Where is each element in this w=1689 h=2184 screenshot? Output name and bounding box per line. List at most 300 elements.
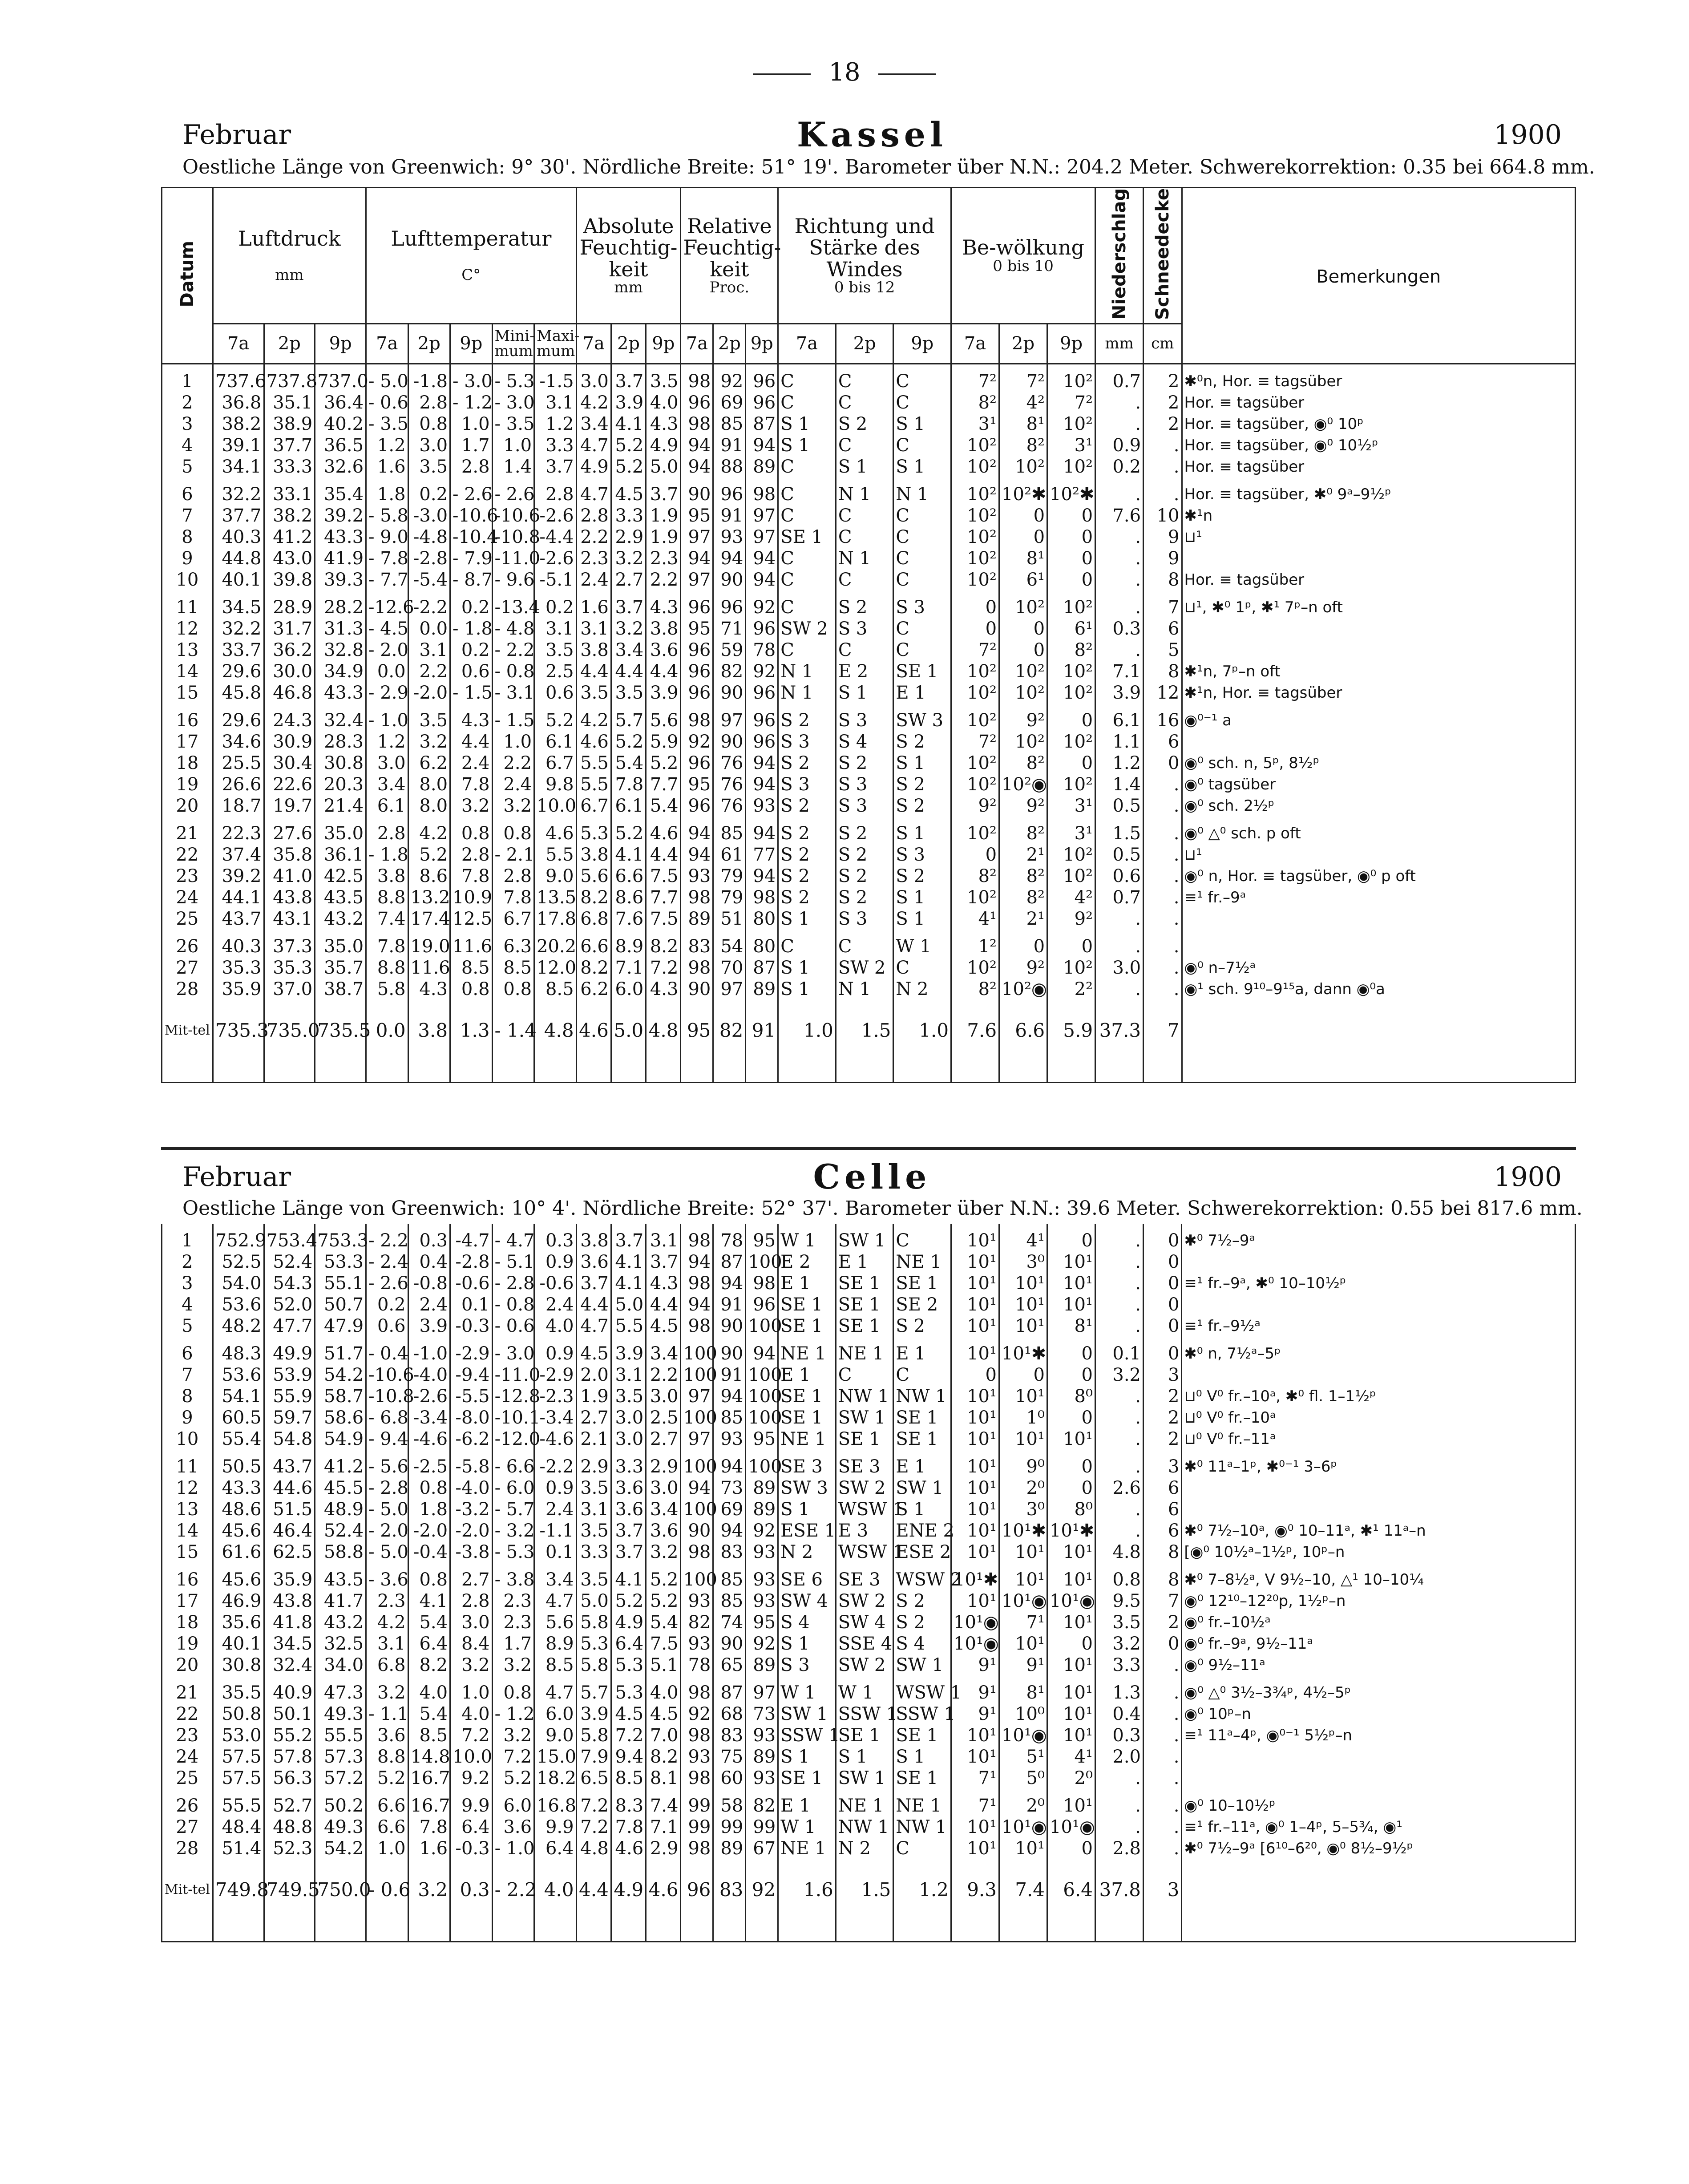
cell: 7.2 (576, 1795, 611, 1816)
cell: 3.2 (646, 1541, 681, 1563)
cell: 57.3 (315, 1746, 366, 1767)
cell: 35.4 (315, 484, 366, 505)
cell: 50.5 (213, 1456, 264, 1477)
cell: 10¹◉ (951, 1612, 999, 1633)
cell: 43.1 (264, 908, 315, 930)
cell: 82 (713, 661, 746, 682)
cell: SE 1 (893, 661, 951, 682)
cell: E 1 (893, 1456, 951, 1477)
cell: S 1 (893, 1746, 951, 1767)
cell: S 4 (893, 1633, 951, 1654)
table-row (162, 1612, 1576, 1633)
table-row (162, 1746, 1576, 1767)
cell: -0.8 (408, 1273, 450, 1294)
cell: 6.6 (576, 936, 611, 957)
cell: 3.7 (576, 1273, 611, 1294)
cell: 0 (1047, 710, 1095, 731)
cell: SW 1 (893, 1654, 951, 1676)
cell: 98 (681, 1682, 713, 1703)
cell: 8 (1144, 1569, 1182, 1590)
cell: 0.8 (492, 823, 534, 844)
cell: 100 (681, 1407, 713, 1428)
cell: 87 (746, 413, 778, 435)
cell: - 6.0 (492, 1477, 534, 1499)
cell: 16.7 (408, 1795, 450, 1816)
cell: -13.4 (492, 597, 534, 618)
cell: 94 (746, 823, 778, 844)
cell: 56.3 (264, 1767, 315, 1789)
cell: 7.8 (366, 936, 408, 957)
cell: 4.4 (576, 661, 611, 682)
cell: C (893, 435, 951, 456)
cell: 4.4 (450, 731, 493, 752)
mittel-cell: - 2.2 (492, 1865, 534, 1914)
cell: SE 1 (836, 1725, 893, 1746)
cell: 7.7 (646, 887, 681, 908)
cell: 2 (1144, 413, 1182, 435)
cell: 0 (951, 597, 999, 618)
mittel-cell (1182, 1006, 1576, 1055)
cell: SE 1 (893, 1725, 951, 1746)
cell: 35.9 (213, 979, 264, 1000)
cell: S 1 (836, 456, 893, 477)
cell: 76 (713, 774, 746, 795)
cell: 4.3 (646, 1273, 681, 1294)
cell: 8.5 (611, 1767, 646, 1789)
cell: 1.2 (1095, 752, 1144, 774)
cell: 36.4 (315, 392, 366, 413)
cell: 53.3 (315, 1251, 366, 1273)
cell: E 2 (836, 661, 893, 682)
cell: - 5.0 (366, 371, 408, 392)
cell (1182, 639, 1576, 661)
col-time: 7a (681, 324, 713, 364)
cell: 96 (746, 371, 778, 392)
cell: 10² (999, 682, 1047, 704)
cell: 10¹ (1047, 1654, 1095, 1676)
cell: 50.1 (264, 1703, 315, 1725)
table-row (162, 435, 1576, 456)
cell: 92 (746, 1633, 778, 1654)
cell: 3.2 (492, 1725, 534, 1746)
cell: SW 4 (836, 1612, 893, 1633)
cell: 2.2 (646, 1364, 681, 1386)
cell: 4.5 (611, 1703, 646, 1725)
cell: 1.0 (492, 435, 534, 456)
cell: C (778, 639, 836, 661)
cell: S 2 (778, 710, 836, 731)
col-time: 2p (264, 324, 315, 364)
cell: 5.0 (611, 1294, 646, 1315)
cell: S 1 (778, 979, 836, 1000)
mittel-cell: 91 (746, 1006, 778, 1055)
cell: - 1.2 (450, 392, 493, 413)
cell: 21 (162, 823, 213, 844)
cell: 92 (681, 1703, 713, 1725)
cell: ◉⁰ n, Hor. ≡ tagsüber, ◉⁰ p oft (1182, 866, 1576, 887)
cell: 3.6 (646, 1520, 681, 1541)
cell: -10.6 (492, 505, 534, 526)
cell: SE 1 (836, 1428, 893, 1450)
cell: 3.0 (408, 435, 450, 456)
cell: 2.2 (576, 526, 611, 548)
cell: 2.4 (534, 1294, 577, 1315)
cell: 0.4 (408, 1251, 450, 1273)
cell: 83 (713, 1541, 746, 1563)
cell: 40.9 (264, 1682, 315, 1703)
cell: . (1144, 1654, 1182, 1676)
cell: 14 (162, 661, 213, 682)
cell: - 5.8 (366, 505, 408, 526)
cell: S 2 (893, 1590, 951, 1612)
cell: 100 (746, 1315, 778, 1337)
cell: 42.5 (315, 866, 366, 887)
cell: 7.2 (611, 1725, 646, 1746)
col-luftdruck: Luftdruck mm (213, 188, 366, 324)
cell: 3.9 (611, 1343, 646, 1364)
cell: 3.1 (408, 639, 450, 661)
cell: 10² (951, 752, 999, 774)
cell: ◉⁰ 10–10½ᵖ (1182, 1795, 1576, 1816)
cell: 4.9 (611, 1612, 646, 1633)
cell: 27 (162, 957, 213, 979)
cell: 3.3 (576, 1541, 611, 1563)
cell: 43.3 (315, 526, 366, 548)
cell: 10¹◉ (1047, 1590, 1095, 1612)
cell: - 1.2 (492, 1703, 534, 1725)
cell: 39.3 (315, 569, 366, 590)
cell: 54.8 (264, 1428, 315, 1450)
cell: 9² (951, 795, 999, 817)
cell: 95 (681, 505, 713, 526)
cell: - 0.8 (492, 1294, 534, 1315)
mittel-cell: 82 (713, 1006, 746, 1055)
cell: - 3.2 (492, 1520, 534, 1541)
cell: 5.2 (408, 844, 450, 866)
cell: 10¹ (951, 1251, 999, 1273)
cell: 1.8 (366, 484, 408, 505)
cell: 98 (681, 413, 713, 435)
cell: S 3 (836, 710, 893, 731)
cell: 4.8 (576, 1838, 611, 1859)
cell: 31.7 (264, 618, 315, 639)
cell: 40.1 (213, 569, 264, 590)
cell (1182, 1294, 1576, 1315)
cell: 0.2 (534, 597, 577, 618)
mittel-cell (1182, 1865, 1576, 1914)
cell: 7.2 (646, 957, 681, 979)
cell: 10¹ (951, 1230, 999, 1251)
cell: 737.0 (315, 371, 366, 392)
cell: . (1095, 1294, 1144, 1315)
cell: 3.2 (492, 795, 534, 817)
cell: . (1144, 1703, 1182, 1725)
cell (1182, 731, 1576, 752)
cell: 8² (999, 435, 1047, 456)
cell: - 3.0 (450, 371, 493, 392)
cell: 97 (681, 1386, 713, 1407)
cell: - 2.9 (366, 682, 408, 704)
cell: 26 (162, 936, 213, 957)
cell: SSW 1 (778, 1725, 836, 1746)
cell: 98 (681, 371, 713, 392)
cell: 10¹ (951, 1477, 999, 1499)
cell: 89 (746, 1477, 778, 1499)
cell: 10¹ (1047, 1273, 1095, 1294)
year-label: 1900 (1494, 119, 1562, 150)
table-row (162, 936, 1576, 957)
cell: 1 (162, 1230, 213, 1251)
cell: - 1.8 (450, 618, 493, 639)
cell: 80 (746, 936, 778, 957)
cell: 58.8 (315, 1541, 366, 1563)
cell: 14.8 (408, 1746, 450, 1767)
cell: 29.6 (213, 661, 264, 682)
table-row (162, 1273, 1576, 1294)
cell: 41.9 (315, 548, 366, 569)
cell: 60.5 (213, 1407, 264, 1428)
cell: -12.0 (492, 1428, 534, 1450)
cell: 38.2 (213, 413, 264, 435)
cell: 3.0 (450, 1612, 493, 1633)
cell: 93 (746, 1590, 778, 1612)
cell: 10¹ (951, 1838, 999, 1859)
cell: SE 1 (778, 1407, 836, 1428)
cell: 10² (1047, 731, 1095, 752)
cell: -3.4 (408, 1407, 450, 1428)
cell: 50.8 (213, 1703, 264, 1725)
cell: 46.9 (213, 1590, 264, 1612)
col-schnee: Schneedecke (1144, 188, 1182, 324)
cell: 9² (999, 957, 1047, 979)
cell: 3.5 (576, 1520, 611, 1541)
cell: 7¹ (951, 1795, 999, 1816)
cell: 83 (681, 936, 713, 957)
cell: ◉⁰ tagsüber (1182, 774, 1576, 795)
cell: 10¹✱ (1047, 1520, 1095, 1541)
cell: 753.3 (315, 1230, 366, 1251)
cell: 10¹◉ (951, 1633, 999, 1654)
cell: 4.5 (576, 1343, 611, 1364)
cell: SE 1 (836, 1294, 893, 1315)
cell: 82 (681, 1612, 713, 1633)
cell: C (893, 1364, 951, 1386)
cell: 82 (746, 1795, 778, 1816)
cell: 12.5 (450, 908, 493, 930)
cell: 0.2 (366, 1294, 408, 1315)
cell: . (1144, 1816, 1182, 1838)
cell: 96 (746, 731, 778, 752)
cell: 7.8 (611, 1816, 646, 1838)
cell: 0 (1047, 1230, 1095, 1251)
cell: 8¹ (1047, 1315, 1095, 1337)
cell: 7¹ (951, 1767, 999, 1789)
cell (1182, 1746, 1576, 1767)
table-row (162, 710, 1576, 731)
cell: 6.2 (576, 979, 611, 1000)
cell: 2 (162, 392, 213, 413)
cell: Hor. ≡ tagsüber, ◉⁰ 10½ᵖ (1182, 435, 1576, 456)
table-row (162, 957, 1576, 979)
cell: 6.1 (611, 795, 646, 817)
cell: 3.2 (492, 1654, 534, 1676)
cell: 11 (162, 1456, 213, 1477)
cell: 8.5 (534, 979, 577, 1000)
cell: 34.9 (315, 661, 366, 682)
cell: 32.8 (315, 639, 366, 661)
cell: 4.7 (576, 1315, 611, 1337)
col-wind: Richtung und Stärke des Windes 0 bis 12 (778, 188, 951, 324)
mittel-label: Mit-tel (162, 1865, 213, 1914)
cell: 100 (681, 1364, 713, 1386)
cell: 45.8 (213, 682, 264, 704)
cell: 90 (681, 979, 713, 1000)
cell: SE 1 (778, 1294, 836, 1315)
cell: 2.8 (1095, 1838, 1144, 1859)
cell: 10¹ (1047, 1682, 1095, 1703)
cell: 94 (746, 752, 778, 774)
mittel-cell: 735.5 (315, 1006, 366, 1055)
cell: 45.6 (213, 1569, 264, 1590)
cell: 4.4 (611, 661, 646, 682)
cell: 100 (746, 1407, 778, 1428)
col-abs: Absolute Feuchtig-keit mm (576, 188, 681, 324)
cell: 3.2 (408, 731, 450, 752)
cell: -3.0 (408, 505, 450, 526)
cell: SW 1 (836, 1767, 893, 1789)
cell: 4.9 (576, 456, 611, 477)
mittel-cell: 1.2 (893, 1865, 951, 1914)
cell: 5.2 (646, 1569, 681, 1590)
cell: -2.9 (534, 1364, 577, 1386)
cell: C (893, 392, 951, 413)
cell: 96 (681, 795, 713, 817)
cell: 68 (713, 1703, 746, 1725)
cell: 3.4 (576, 413, 611, 435)
table-row (162, 1816, 1576, 1838)
cell: - 4.5 (366, 618, 408, 639)
cell (1182, 1499, 1576, 1520)
station-meta-kassel: Oestliche Länge von Greenwich: 9° 30'. Nördliche Breite: 51° 19'. Barometer über N.N.: 204.2 Meter. Schwerekorrektion: 0.35 bei 664.8 mm. (182, 156, 1595, 178)
cell: . (1095, 639, 1144, 661)
cell: 3.0 (611, 1407, 646, 1428)
cell: - 2.8 (366, 1477, 408, 1499)
table-row (162, 979, 1576, 1000)
cell: 0 (1047, 936, 1095, 957)
cell: 2 (1144, 1386, 1182, 1407)
cell: 2.3 (576, 548, 611, 569)
cell: 3.6 (576, 1251, 611, 1273)
cell: 38.7 (315, 979, 366, 1000)
cell: 2² (1047, 979, 1095, 1000)
table-row (162, 682, 1576, 704)
cell: 2.8 (408, 392, 450, 413)
cell: 3.3 (1095, 1654, 1144, 1676)
cell: 0.2 (1095, 456, 1144, 477)
cell: 99 (681, 1795, 713, 1816)
cell: 5.2 (611, 823, 646, 844)
cell: SE 1 (778, 1315, 836, 1337)
cell: 14 (162, 1520, 213, 1541)
cell: S 1 (893, 1499, 951, 1520)
cell: S 2 (778, 752, 836, 774)
cell: -4.6 (408, 1428, 450, 1450)
cell: 0 (999, 936, 1047, 957)
cell: 10.9 (450, 887, 493, 908)
cell: 19.0 (408, 936, 450, 957)
cell: C (893, 1838, 951, 1859)
table-row (162, 569, 1576, 590)
cell: 0.9 (534, 1251, 577, 1273)
cell: 35.7 (315, 957, 366, 979)
cell: 2.7 (450, 1569, 493, 1590)
cell: ⊔¹ (1182, 526, 1576, 548)
cell: 10¹ (951, 1273, 999, 1294)
cell: ◉⁰ sch. n, 5ᵖ, 8½ᵖ (1182, 752, 1576, 774)
cell: 7² (951, 371, 999, 392)
cell: 30.0 (264, 661, 315, 682)
cell: 36.2 (264, 639, 315, 661)
cell: 10¹ (951, 1428, 999, 1450)
cell: - 3.5 (492, 413, 534, 435)
cell: 83 (713, 1725, 746, 1746)
cell: 15.0 (534, 1746, 577, 1767)
cell: 39.2 (315, 505, 366, 526)
cell: 0 (1047, 1343, 1095, 1364)
cell: 3.5 (408, 456, 450, 477)
cell: 10¹ (1047, 1541, 1095, 1563)
col-min: Mini-mum (492, 324, 534, 364)
cell: 2.8 (366, 823, 408, 844)
cell: 4.6 (646, 823, 681, 844)
cell: 2 (1144, 1612, 1182, 1633)
cell: -0.6 (534, 1273, 577, 1294)
cell: 6.4 (408, 1633, 450, 1654)
cell: C (778, 484, 836, 505)
cell: S 2 (893, 866, 951, 887)
cell: 2.2 (408, 661, 450, 682)
cell: 94 (681, 456, 713, 477)
mittel-cell: 1.5 (836, 1006, 893, 1055)
mittel-cell: 7 (1144, 1006, 1182, 1055)
cell: 96 (681, 392, 713, 413)
cell: 10²◉ (999, 774, 1047, 795)
cell: 2.7 (611, 569, 646, 590)
cell: SE 1 (893, 1273, 951, 1294)
cell: 7.8 (450, 866, 493, 887)
cell: 2.8 (450, 456, 493, 477)
cell: 0.3 (1095, 618, 1144, 639)
cell: 8 (1144, 569, 1182, 590)
cell: 4.7 (534, 1682, 577, 1703)
cell: 0.1 (534, 1541, 577, 1563)
cell: 20.2 (534, 936, 577, 957)
cell: 737.6 (213, 371, 264, 392)
cell: 8.8 (366, 887, 408, 908)
cell: Hor. ≡ tagsüber (1182, 569, 1576, 590)
cell: 75 (713, 1746, 746, 1767)
cell: 2.1 (576, 1428, 611, 1450)
cell: 15 (162, 682, 213, 704)
cell: ESE 1 (778, 1520, 836, 1541)
table-row (162, 1499, 1576, 1520)
cell: 0 (1047, 548, 1095, 569)
cell: 88 (713, 456, 746, 477)
cell: 10¹✱ (951, 1569, 999, 1590)
cell: 96 (681, 682, 713, 704)
cell: 3¹ (1047, 435, 1095, 456)
table-row (162, 505, 1576, 526)
